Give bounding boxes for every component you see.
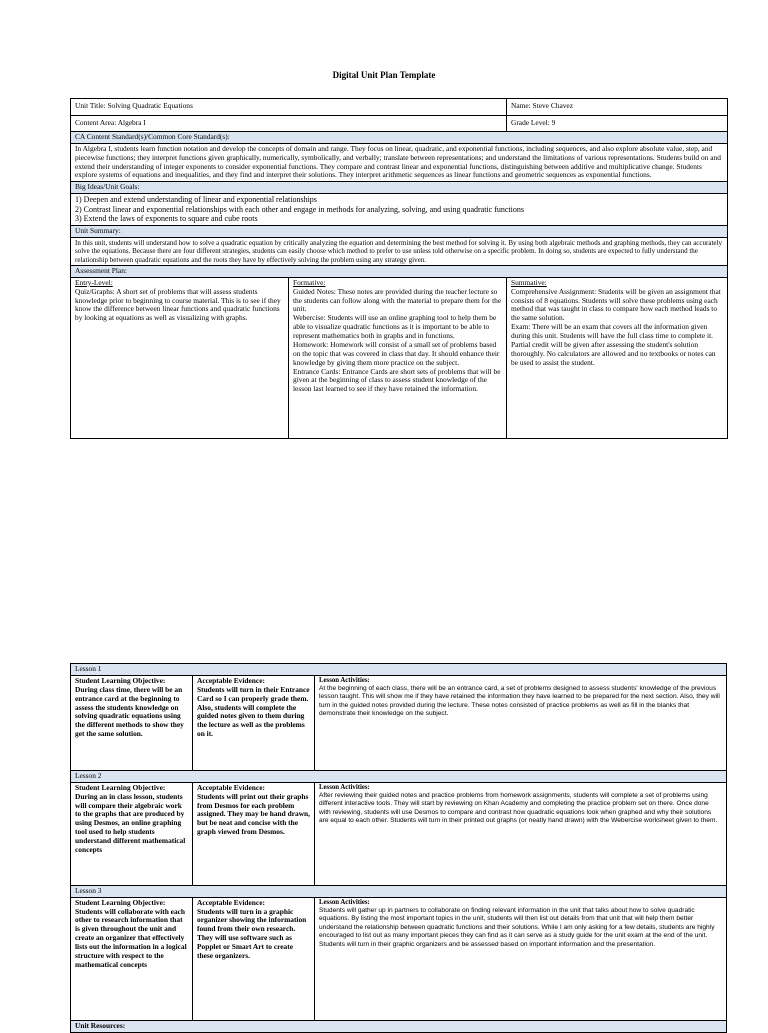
lessons-table <box>70 663 727 1033</box>
evidence-text: Students will turn in a graphic organizer showing the information found from their own research. They will use software such as Popplet or Smart Art to create these organizers. <box>197 906 307 960</box>
lesson-activities <box>315 897 727 1020</box>
summative-text: Students will be given an assignment that consists of 8 equations. Students will solve these problems using each method that was taught in class to compare how each method leads to the same solution. <box>511 286 721 323</box>
lesson-evidence <box>193 782 315 885</box>
formative-term: Entrance Cards: <box>293 366 341 376</box>
summary-label: Unit Summary: <box>71 225 728 237</box>
lesson-objective <box>71 897 193 1020</box>
objective-text: During class time, there will be an entrance card at the beginning to assess the students knowledge on solving quadratic equations using the different methods to show they get the same solution. <box>75 684 184 739</box>
activities-text: At the beginning of each class, there will be an entrance card, a set of problems designed to assess students' knowledge of the previous lesson taught. This will show me if they have retained the information they have learned to be prepared for the next section. Also, they will turn in the guided notes provided during the lecture. These notes consisted of practice problems as well as fill in the blanks that demonstrate their knowledge on the subject. <box>319 685 720 718</box>
standards-text: In Algebra I, students learn function notation and develop the concepts of domain and range. They focus on linear, quadratic, and exponential functions, including sequences, and also explore absolute value, step, and piecewise functions; they interpret functions given graphically, numerically, symbolically, and verbally; translate between representations; and understand the limitations of various representations. Students build on and extend their understanding of integer exponents to consider exponential functions. They compare and contrast linear and exponential functions, distinguishing between additive and multiplicative change. Students explore systems of equations and inequalities, and they find and interpret their solutions. They interpret arithmetic sequences as linear functions and geometric sequences as exponential functions. <box>71 143 728 182</box>
formative-text: Entrance Cards are short sets of problems that will be given at the beginning of class to assess student knowledge of the lesson last learned to see if they have retained the information. <box>293 366 501 394</box>
standards-label: CA Content Standard(s)/Common Core Standard(s): <box>71 131 728 143</box>
summative-cell <box>507 277 728 438</box>
evidence-label: Acceptable Evidence: <box>197 675 265 685</box>
objective-label: Student Learning Objective: <box>75 897 166 907</box>
summary-text: In this unit, students will understand how to solve a quadratic equation by critically analyzing the equation and determining the best method for solving it. By using both algebraic methods and graphing methods, they can accurately solve the equations. Because there are four different strategies, students can easily choose which method to prefer to use unless told otherwise on a specific problem. In doing so, students are expected to fully understand the relationship between quadratic equations and the roots they have by effectively solving the problem using any strategy given. <box>71 237 728 265</box>
unit-title: Unit Title: Solving Quadratic Equations <box>71 99 507 116</box>
formative-label: Formative: <box>293 277 326 287</box>
entry-text: A short set of problems that will assess students knowledge prior to beginning to course material. This is to see if they know the difference between linear functions and quadratic functions by looking at equations as well as visualizing with graphs. <box>75 286 281 323</box>
formative-text: Homework will consist of a small set of problems based on the topic that was covered in class that day. It should enhance their knowledge by giving them more practice on the subject. <box>293 339 500 367</box>
big-idea-item: 3) Extend the laws of exponents to square and cube roots <box>75 214 258 224</box>
objective-text: Students will collaborate with each other to research information that is given throughout the unit and create an organizer that effectively lists out the information in a logical structure with respect to the mathematical concepts <box>75 906 187 969</box>
objective-label: Student Learning Objective: <box>75 675 166 685</box>
big-idea-item: 1) Deepen and extend understanding of linear and exponential relationships <box>75 195 317 205</box>
evidence-label: Acceptable Evidence: <box>197 897 265 907</box>
activities-label: Lesson Activities: <box>319 898 370 906</box>
lesson-activities <box>315 675 727 770</box>
unit-plan-table <box>70 98 728 439</box>
teacher-name: Name: Steve Chavez <box>507 99 728 116</box>
summative-label: Summative: <box>511 277 547 287</box>
summative-text: There will be an exam that covers all the information given during this unit. Students will have the full class time to complete it. Partial credit will be given after assessing the student's solution thoroughly. No calculators are allowed and no textbooks or notes can be used to assist the student. <box>511 322 716 367</box>
lesson-title: Lesson 3 <box>71 885 727 897</box>
summative-term: Comprehensive Assignment: <box>511 286 597 296</box>
evidence-text: Students will turn in their Entrance Card so I can properly grade them. Also, students will complete the guided notes given to them during the lecture as well as the problems on it. <box>197 684 310 739</box>
objective-text: During an in class lesson, students will compare their algebraic work to the graphs that are produced by using Desmos, an online graphing tool used to help students understand different mathematical concepts <box>75 791 186 854</box>
entry-level-label: Entry-Level: <box>75 277 113 287</box>
formative-term: Homework: <box>293 339 329 349</box>
assessment-label: Assessment Plan: <box>71 265 728 277</box>
document-title: Digital Unit Plan Template <box>332 70 436 80</box>
unit-resources-label: Unit Resources: <box>71 1020 727 1032</box>
formative-term: Guided Notes: <box>293 286 336 296</box>
lesson-objective <box>71 782 193 885</box>
activities-label: Lesson Activities: <box>319 676 370 684</box>
big-ideas-label: Big Ideas/Unit Goals: <box>71 182 728 194</box>
formative-term: Webercise: <box>293 313 326 323</box>
formative-text: These notes are provided during the teacher lecture so the students can follow along with the material to prepare them for the unit. <box>293 286 502 314</box>
evidence-label: Acceptable Evidence: <box>197 782 265 792</box>
formative-cell <box>289 277 507 438</box>
content-area: Content Area: Algebra I <box>71 116 507 132</box>
lesson-evidence <box>193 675 315 770</box>
evidence-text: Students will print out their graphs from Desmos for each problem assigned. They may be hand drawn, but be neat and concise with the graph viewed from Desmos. <box>197 791 311 837</box>
big-ideas-list <box>71 194 728 226</box>
summative-term: Exam: <box>511 322 531 332</box>
activities-text: Students will gather up in partners to collaborate on finding relevant information in the unit that talks about how to solve quadratic equations. By listing the most important topics in the unit, students will then list out details from that unit that will help them better understand the relationship between quadratic functions and their solutions. While I am only asking for a few details, students are highly encouraged to list out as many important pieces they can find as it can serve as a study guide for the unit exam at the end of the unit. Students will turn in their graphic organizers and be assessed based on important information and the presentation. <box>319 906 715 948</box>
objective-label: Student Learning Objective: <box>75 782 166 792</box>
lesson-objective <box>71 675 193 770</box>
activities-label: Lesson Activities: <box>319 783 370 791</box>
lesson-title: Lesson 2 <box>71 770 727 782</box>
entry-term: Quiz/Graphs: <box>75 286 115 296</box>
grade-level: Grade Level: 9 <box>507 116 728 132</box>
activities-text: After reviewing their guided notes and practice problems from homework assignments, students will complete a set of problems using different interactive tools. They will start by reviewing on Khan Academy and completing the practice problem set on there. Once done with reviewing, students will use Desmos to compare and contrast how quadratic equations look when graphed and why their solutions are equal to each other. Students will turn in their printed out graphs (or neatly hand drawn) with the Webercise worksheet given to them. <box>319 791 718 825</box>
lesson-title: Lesson 1 <box>71 664 727 676</box>
big-idea-item: 2) Contrast linear and exponential relationships with each other and engage in methods for analyzing, solving, and using quadratic functions <box>75 204 524 214</box>
lesson-activities <box>315 782 727 885</box>
lesson-evidence <box>193 897 315 1020</box>
formative-text: Students will use an online graphing tool to help them be able to visualize quadratic functions as it is important to be able to represent mathematics both in graphs and in functions. <box>293 313 497 341</box>
entry-level-cell <box>71 277 289 438</box>
